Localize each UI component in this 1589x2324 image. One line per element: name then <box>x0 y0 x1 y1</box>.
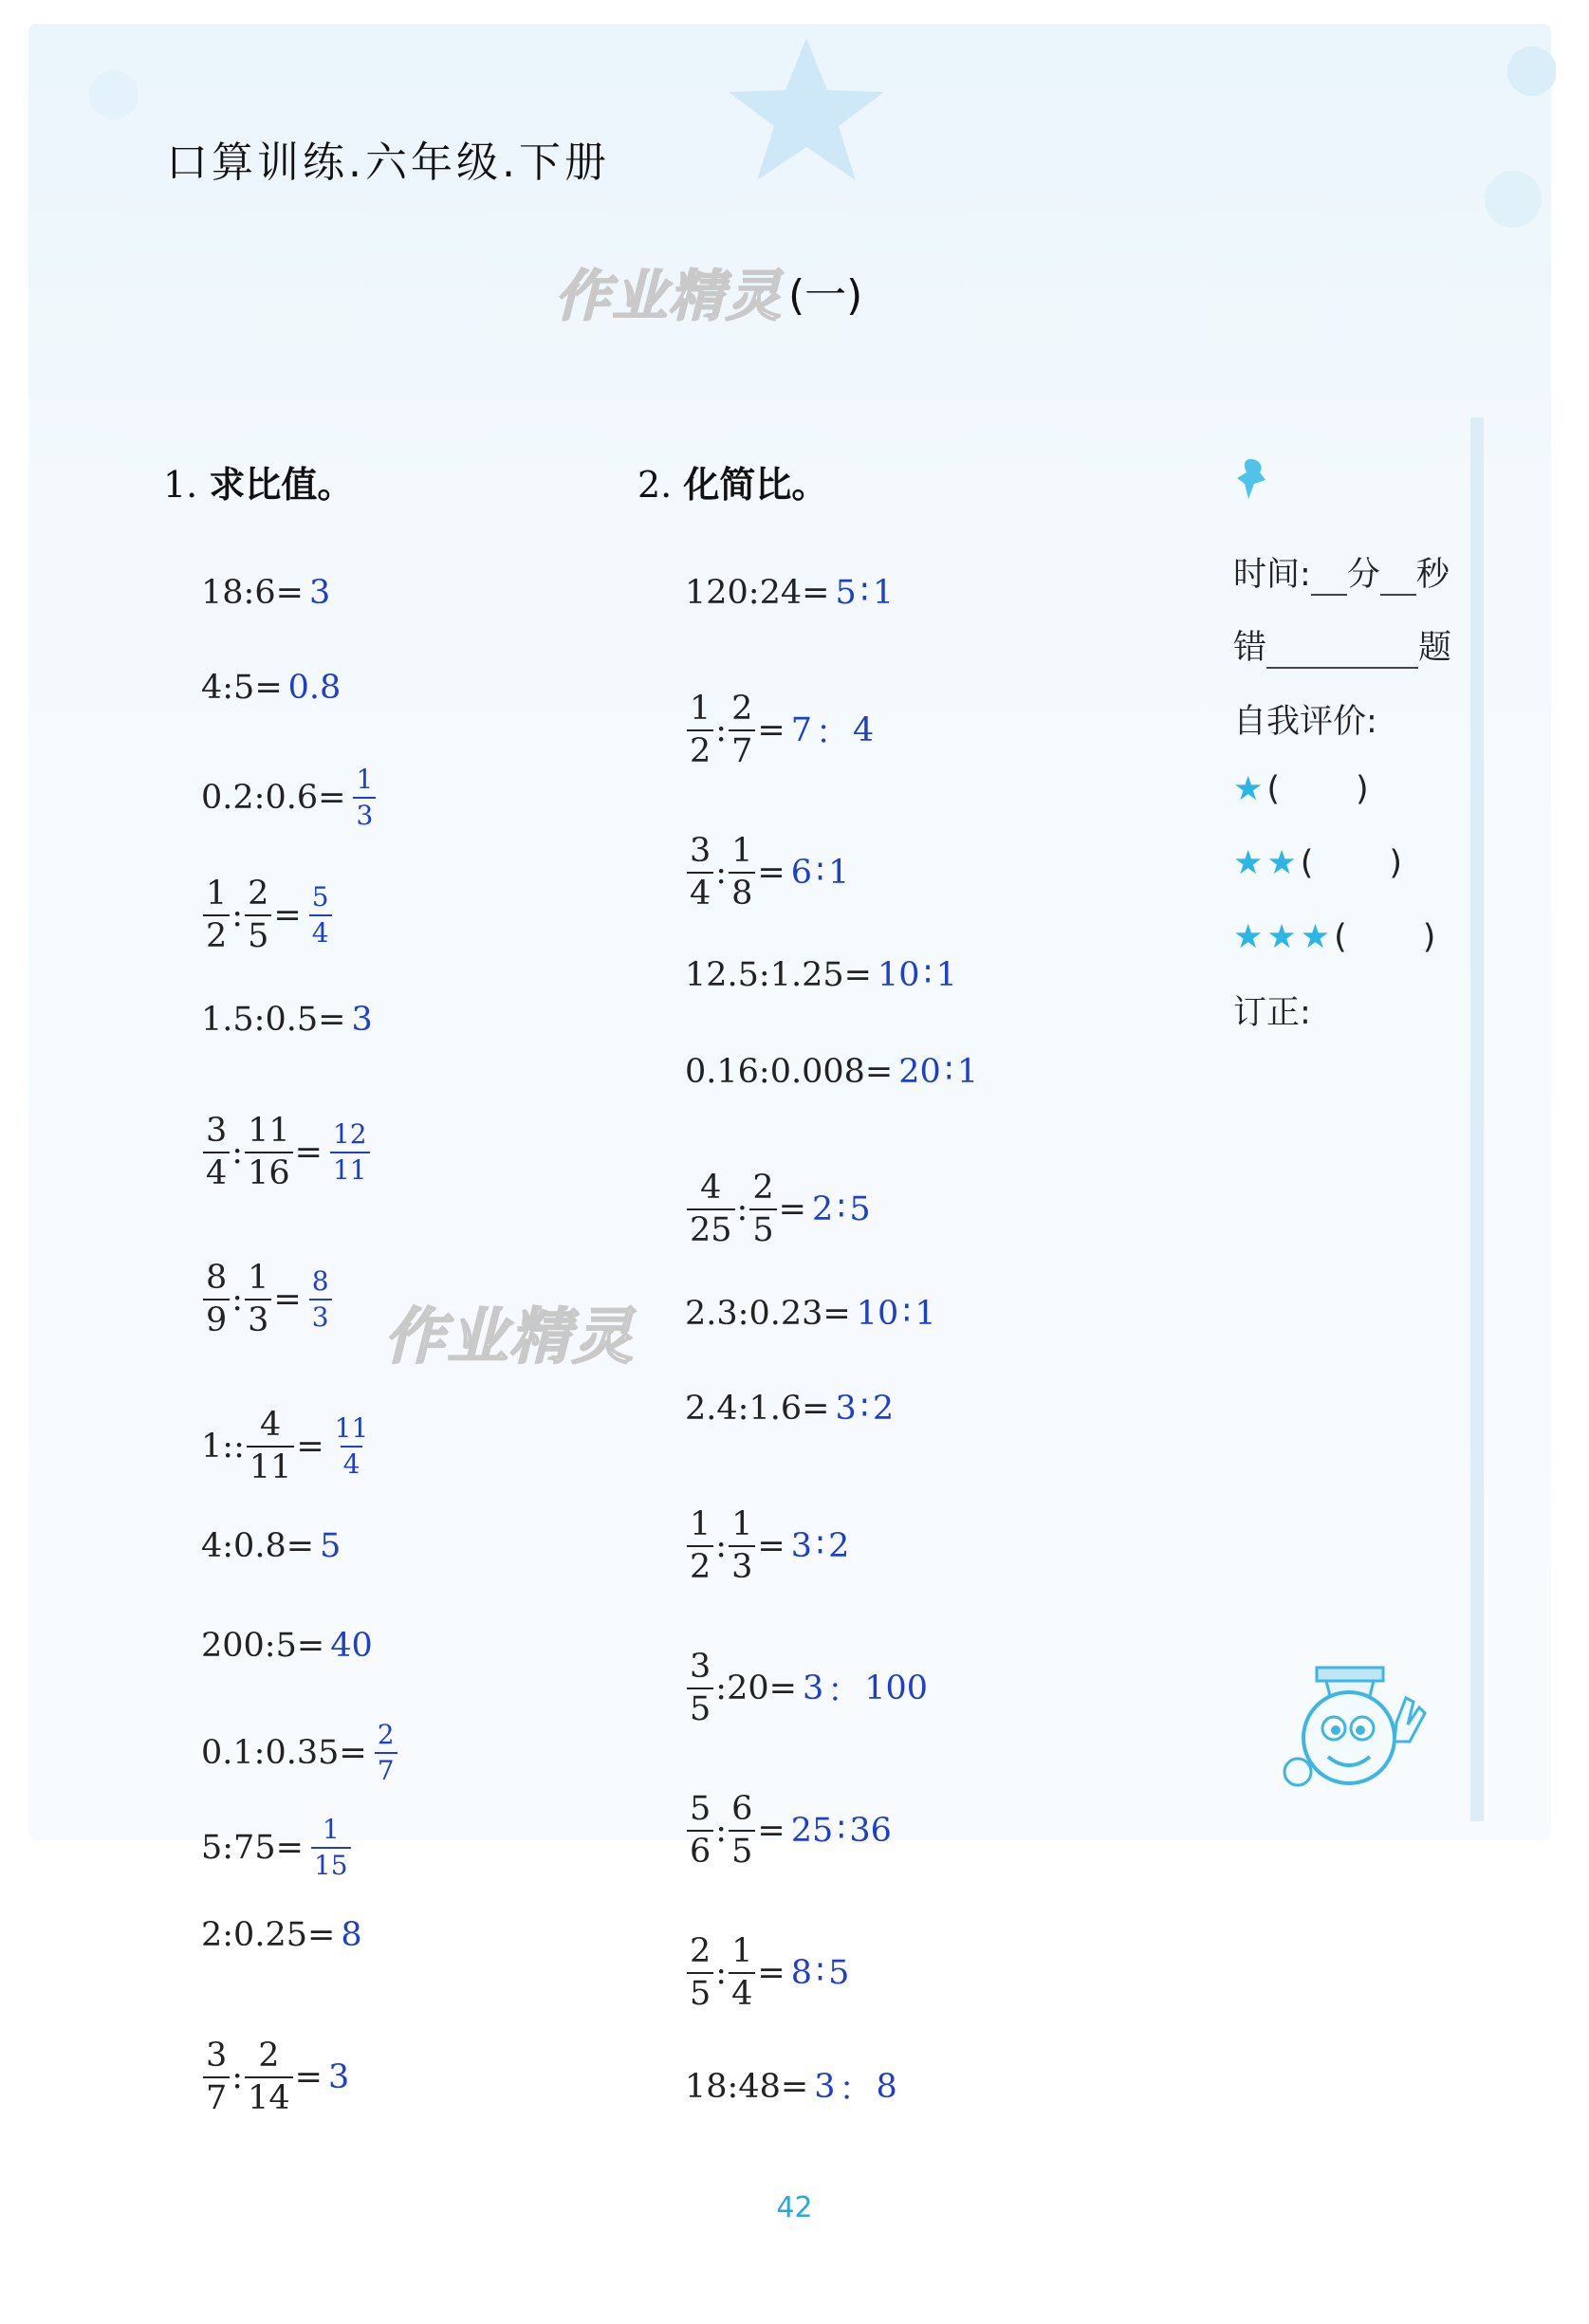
numerator: 5 <box>311 881 329 913</box>
numerator: 8 <box>206 1259 228 1297</box>
answer-value: 5 <box>828 1954 850 1992</box>
numerator: 2 <box>248 875 269 913</box>
problem-row <box>201 1406 373 1486</box>
answer-value: 1 <box>828 854 850 892</box>
bubble-decoration-icon <box>1499 43 1556 109</box>
answer-value: 1 <box>956 1053 979 1091</box>
numerator: 1 <box>322 1814 340 1845</box>
denominator: 3 <box>309 1299 332 1331</box>
denominator: 3 <box>245 1299 271 1337</box>
denominator: 5 <box>749 1208 776 1247</box>
answer-value: 8 <box>341 1916 362 1954</box>
paren-open: ( <box>1334 918 1347 956</box>
fraction <box>203 2039 230 2115</box>
denominator: 2 <box>687 729 713 768</box>
fraction <box>311 1814 351 1881</box>
watermark-text: 作业精灵 <box>555 264 784 328</box>
answer-value: 3 <box>802 1669 824 1707</box>
ratio-colon: : <box>736 1190 748 1228</box>
answer-separator: ∶ <box>859 1390 869 1428</box>
problem-row <box>685 1171 871 1247</box>
denominator: 6 <box>687 1830 713 1869</box>
bubble-decoration-icon <box>85 66 142 123</box>
question-label: 题 <box>1418 629 1452 667</box>
problem-expression: 1.5:0.5= <box>201 1001 346 1039</box>
numerator: 4 <box>259 1406 282 1444</box>
problem-row <box>201 766 378 829</box>
problem-row <box>685 1295 936 1333</box>
answer-value: 6 <box>790 854 812 892</box>
star-icon: ★★ <box>1233 844 1301 882</box>
problem-expression: :20= <box>715 1669 797 1707</box>
minute-label: 分 <box>1346 556 1380 594</box>
denominator: 2 <box>687 1545 713 1584</box>
equals-sign: = <box>296 1428 324 1466</box>
numerator: 1 <box>356 764 374 795</box>
answer-value: 10 <box>856 1295 899 1333</box>
numerator: 3 <box>690 1648 711 1686</box>
problem-expression: 2.3:0.23= <box>685 1295 851 1333</box>
problem-row <box>201 1112 372 1192</box>
denominator: 4 <box>729 1972 755 2011</box>
answer <box>330 1627 373 1665</box>
answer-value: 5 <box>835 574 857 612</box>
fraction <box>729 832 755 913</box>
numerator: 1 <box>690 690 711 728</box>
fraction <box>687 692 713 768</box>
fraction <box>687 1648 713 1728</box>
problem-expression: 0.16:0.008= <box>685 1053 894 1091</box>
answer <box>857 1295 936 1333</box>
answer-value: 10 <box>877 956 920 994</box>
problem-row <box>201 574 330 612</box>
answer-separator: ∶ <box>923 956 933 994</box>
numerator: 5 <box>690 1790 711 1828</box>
fraction <box>332 1412 372 1480</box>
answer-value: 36 <box>849 1812 892 1850</box>
denominator: 11 <box>330 1152 370 1184</box>
answer-value: 1 <box>935 956 957 994</box>
fraction <box>309 1265 332 1333</box>
equals-sign: = <box>757 1812 785 1850</box>
section-number: 2. <box>637 464 673 506</box>
equals-sign: = <box>294 2058 323 2096</box>
numerator: 2 <box>752 1169 774 1207</box>
answer <box>791 1527 850 1565</box>
problem-row <box>201 1719 399 1786</box>
problem-row <box>201 1259 334 1339</box>
section-title: 化简比。 <box>683 464 828 506</box>
problem-row <box>201 1916 362 1954</box>
mascot-icon <box>1271 1651 1442 1821</box>
problem-row <box>685 1053 978 1091</box>
answer-separator: ∶ <box>837 1812 846 1850</box>
answer <box>307 1265 334 1333</box>
section-title: 求比值。 <box>209 464 354 506</box>
problem-row <box>201 669 341 707</box>
denominator: 5 <box>729 1830 755 1869</box>
problem-row <box>685 832 850 913</box>
watermark-text: 作业精灵 <box>384 1302 635 1373</box>
equals-sign: = <box>294 1134 323 1171</box>
answer-value: 20 <box>898 1053 941 1091</box>
fraction <box>245 1259 271 1339</box>
denominator: 14 <box>245 2076 293 2115</box>
problem-expression: 2:0.25= <box>201 1916 336 1954</box>
answer <box>835 574 894 612</box>
problem-expression: 200:5= <box>201 1627 325 1665</box>
wrong-count-row <box>1233 621 1451 669</box>
section-1-heading <box>163 455 353 507</box>
denominator: 16 <box>245 1152 293 1190</box>
star-decoration-icon <box>721 33 892 185</box>
answer-separator: ： <box>815 714 849 752</box>
ratio-colon: : <box>715 1527 728 1565</box>
ratio-colon: : <box>233 1428 245 1466</box>
denominator: 4 <box>341 1446 363 1478</box>
answer-value: 3 <box>790 1527 812 1565</box>
problem-row <box>685 956 957 994</box>
answer <box>791 707 875 754</box>
problem-row <box>201 1001 373 1039</box>
answer-value: 2 <box>872 1390 895 1428</box>
fraction <box>245 877 271 953</box>
denominator: 3 <box>729 1545 755 1584</box>
fraction <box>375 1719 397 1786</box>
numerator: 1 <box>731 1505 753 1543</box>
numerator: 3 <box>690 832 711 870</box>
section-2-heading <box>637 455 827 507</box>
answer-value: 3 <box>308 574 331 612</box>
self-evaluation-label: 自我评价: <box>1233 703 1377 741</box>
ratio-colon: : <box>231 1134 244 1171</box>
answer <box>328 2058 349 2096</box>
denominator: 5 <box>245 914 271 953</box>
problem-expression: 1: <box>201 1428 234 1466</box>
ratio-colon: : <box>715 1812 728 1850</box>
second-label: 秒 <box>1415 556 1450 594</box>
denominator: 15 <box>311 1847 351 1879</box>
numerator: 1 <box>731 1932 753 1970</box>
fraction <box>247 1406 295 1486</box>
ratio-colon: : <box>231 1281 244 1319</box>
fraction <box>729 1932 755 2013</box>
numerator: 11 <box>334 1412 369 1444</box>
answer <box>351 1001 372 1039</box>
denominator: 2 <box>203 914 230 953</box>
answer-value: 8 <box>790 1954 812 1992</box>
pushpin-icon <box>1233 455 1271 503</box>
denominator: 11 <box>247 1446 295 1485</box>
answer-value: 2 <box>828 1527 850 1565</box>
answer <box>288 669 342 707</box>
answer <box>814 2063 897 2111</box>
answer-value: 40 <box>330 1627 373 1665</box>
problem-row <box>685 1932 850 2013</box>
wrong-label: 错 <box>1233 629 1267 667</box>
minute-blank[interactable] <box>1311 565 1347 596</box>
answer-value: 3 <box>351 1001 373 1039</box>
numerator: 2 <box>377 1719 395 1750</box>
paren-open: ( <box>1266 770 1281 808</box>
fraction <box>203 1259 230 1339</box>
answer-value: 25 <box>790 1812 834 1850</box>
equals-sign: = <box>273 896 302 934</box>
ratio-colon: : <box>715 711 728 749</box>
fraction <box>245 1112 293 1192</box>
time-row <box>1233 548 1450 596</box>
correction-label: 订正: <box>1233 994 1311 1032</box>
answer <box>330 1412 374 1480</box>
fraction <box>330 1118 370 1186</box>
fraction <box>687 1790 713 1871</box>
answer-value: 8 <box>876 2068 897 2106</box>
numerator: 4 <box>700 1169 722 1207</box>
answer-separator: ∶ <box>859 574 869 612</box>
answer <box>898 1053 978 1091</box>
wrong-count-blank[interactable] <box>1266 638 1418 669</box>
bubble-decoration-icon <box>1475 161 1542 237</box>
problem-expression: 120:24= <box>685 574 830 612</box>
denominator: 5 <box>687 1688 713 1726</box>
answer <box>309 574 330 612</box>
denominator: 9 <box>203 1299 230 1337</box>
answer <box>351 766 378 829</box>
answer-separator: ∶ <box>944 1053 953 1091</box>
problem-row <box>685 1648 929 1728</box>
answer <box>791 1954 850 1992</box>
fraction <box>353 766 376 829</box>
problem-row <box>685 1505 850 1586</box>
problem-row <box>201 2039 349 2115</box>
problem-expression: 0.1:0.35= <box>201 1734 367 1772</box>
numerator: 6 <box>731 1790 753 1828</box>
fraction <box>687 1505 713 1586</box>
problem-row <box>685 1390 894 1428</box>
problem-expression: 0.2:0.6= <box>201 779 346 817</box>
problem-expression: 2.4:1.6= <box>685 1390 830 1428</box>
rating-three-star[interactable] <box>1233 918 1435 956</box>
numerator: 12 <box>332 1118 367 1150</box>
equals-sign: = <box>273 1281 302 1319</box>
problem-row <box>201 877 334 953</box>
answer <box>341 1916 361 1954</box>
ratio-colon: : <box>715 1954 728 1992</box>
paren-close: ) <box>1389 844 1403 882</box>
answer <box>309 1814 353 1881</box>
answer <box>320 1527 341 1565</box>
answer-separator: ∶ <box>837 1190 846 1228</box>
answer-value: 7 <box>790 711 812 749</box>
book-title: 口算训练.六年级.下册 <box>166 138 610 187</box>
denominator: 7 <box>203 2076 230 2115</box>
star-icon: ★ <box>1233 770 1267 808</box>
star-icon: ★★★ <box>1233 918 1335 956</box>
answer-value: 0.8 <box>287 669 342 707</box>
answer-value: 5 <box>849 1190 871 1228</box>
denominator: 4 <box>687 872 713 911</box>
numerator: 1 <box>206 875 228 913</box>
lesson-title <box>555 251 862 331</box>
problem-expression: 18:48= <box>685 2068 809 2106</box>
numerator: 11 <box>248 1112 290 1150</box>
answer-value: 1 <box>915 1295 936 1333</box>
answer-value: 3 <box>327 2058 350 2096</box>
answer-value: 1 <box>872 574 895 612</box>
problem-expression: 18:6= <box>201 574 304 612</box>
denominator: 8 <box>729 872 755 911</box>
answer-separator: ∶ <box>815 1954 825 1992</box>
problem-expression: 4:5= <box>201 669 283 707</box>
section-number: 1. <box>163 464 198 506</box>
lesson-number: (一) <box>788 271 863 320</box>
fraction <box>729 1790 755 1871</box>
ratio-colon: : <box>231 896 244 934</box>
answer <box>878 956 957 994</box>
problem-expression: 5:75= <box>201 1829 304 1867</box>
fraction <box>749 1171 776 1247</box>
numerator: 1 <box>248 1259 269 1297</box>
second-blank[interactable] <box>1380 565 1416 596</box>
answer-separator: ∶ <box>815 854 825 892</box>
answer <box>812 1190 871 1228</box>
numerator: 2 <box>731 690 753 728</box>
answer <box>835 1390 894 1428</box>
paren-close: ) <box>1422 918 1436 956</box>
time-label: 时间: <box>1233 556 1311 594</box>
numerator: 3 <box>206 1112 228 1150</box>
answer-value: 100 <box>864 1669 929 1707</box>
denominator: 5 <box>687 1972 713 2011</box>
denominator: 4 <box>309 914 332 947</box>
problem-row <box>685 2063 897 2111</box>
numerator: 1 <box>731 832 753 870</box>
fraction <box>687 832 713 913</box>
problem-row <box>201 1527 341 1565</box>
problem-row <box>685 1790 892 1871</box>
problem-row <box>201 1627 373 1665</box>
ratio-colon: : <box>715 854 728 892</box>
answer-value: 3 <box>835 1390 857 1428</box>
equals-sign: = <box>757 854 785 892</box>
equals-sign: = <box>757 1527 785 1565</box>
answer <box>803 1665 928 1712</box>
fraction <box>309 881 332 949</box>
problem-row <box>201 1814 353 1881</box>
answer-value: 3 <box>814 2068 836 2106</box>
answer-value: 5 <box>320 1527 342 1565</box>
equals-sign: = <box>757 711 785 749</box>
denominator: 4 <box>203 1152 230 1190</box>
numerator: 2 <box>258 2037 280 2075</box>
answer-separator: ： <box>839 2071 873 2109</box>
fraction <box>687 1171 735 1247</box>
rating-two-star[interactable] <box>1233 844 1402 882</box>
denominator: 7 <box>729 729 755 768</box>
denominator: 25 <box>687 1208 735 1247</box>
fraction <box>203 877 230 953</box>
answer-separator: ∶ <box>902 1295 912 1333</box>
answer <box>791 854 850 892</box>
rating-one-star[interactable] <box>1233 770 1369 808</box>
answer <box>328 1118 372 1186</box>
answer-value: 2 <box>811 1190 834 1228</box>
problem-row <box>685 692 874 768</box>
answer-separator: ∶ <box>815 1527 825 1565</box>
paren-open: ( <box>1300 844 1314 882</box>
page-number: 42 <box>776 2191 813 2224</box>
problem-row <box>685 574 894 612</box>
denominator: 3 <box>353 797 376 829</box>
answer-value: 4 <box>852 711 875 749</box>
ratio-colon: : <box>231 2058 244 2096</box>
fraction <box>729 692 755 768</box>
fraction <box>687 1932 713 2013</box>
fraction <box>729 1505 755 1586</box>
problem-expression: 4:0.8= <box>201 1527 315 1565</box>
equals-sign: = <box>757 1954 785 1992</box>
sidebar-edge <box>1470 417 1484 1821</box>
answer-separator: ： <box>827 1672 861 1710</box>
paren-close: ) <box>1356 770 1369 808</box>
numerator: 2 <box>690 1932 711 1970</box>
answer <box>307 881 334 949</box>
fraction <box>245 2039 293 2115</box>
equals-sign: = <box>778 1190 806 1228</box>
numerator: 3 <box>206 2037 228 2075</box>
numerator: 1 <box>690 1505 711 1543</box>
denominator: 7 <box>375 1752 397 1784</box>
answer <box>373 1719 399 1786</box>
answer <box>791 1812 892 1850</box>
numerator: 8 <box>311 1265 329 1297</box>
fraction <box>203 1112 230 1192</box>
problem-expression: 12.5:1.25= <box>685 956 872 994</box>
